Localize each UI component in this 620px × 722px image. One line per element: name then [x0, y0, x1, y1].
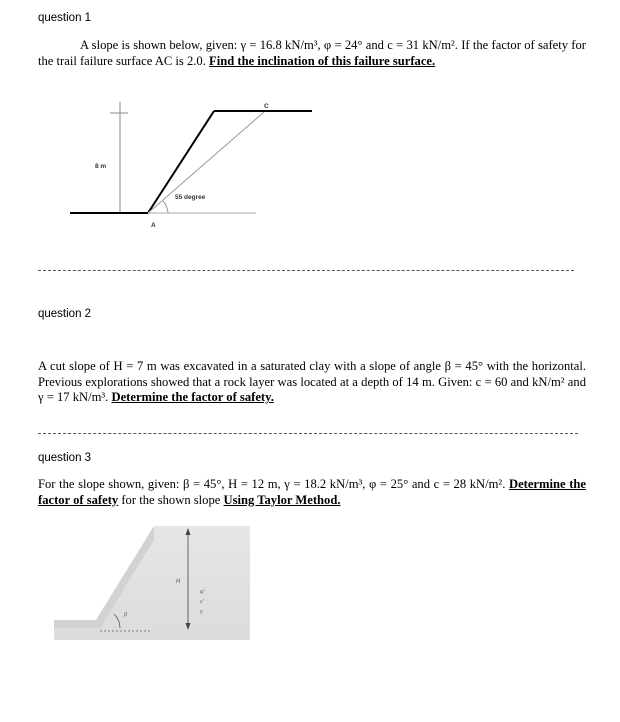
question-2-label: question 2 [38, 308, 92, 320]
beta-label: β [124, 612, 128, 618]
point-a-label: A [151, 222, 156, 229]
phi-label: φ' [200, 589, 205, 595]
gamma-label: γ [200, 609, 203, 615]
c-label: c' [200, 599, 204, 605]
question-3-task-b: Using Taylor Method. [223, 492, 341, 507]
question-3-task-a: Determine the factor of safety [38, 477, 587, 507]
point-c-label: C [264, 103, 269, 110]
h-label: H [176, 579, 181, 585]
question-2-text: A cut slope of H = 7 m was excavated in a saturated clay with a slope of angle β = 45° with the horizontal. Previous explorations showed that a rock layer was located at a depth of 14 m. Given: c = 60 and kN/m² and γ = 17 kN/m³. Determine the factor of safety. [38, 359, 586, 405]
question-1-label: question 1 [38, 12, 92, 24]
height-label: 8 m [95, 163, 107, 170]
angle-label: 55 degree [175, 194, 206, 201]
question-1-text: A slope is shown below, given: γ = 16.8 kN/m³, φ = 24° and c = 31 kN/m². If the factor of safety for the trail failure surface AC is 2.0. Find the inclination of this failure surface. [38, 38, 586, 68]
question-3-label: question 3 [38, 452, 92, 464]
question-1-task: Find the inclination of this failure surface. [209, 53, 436, 68]
question-2-task: Determine the factor of safety. [111, 390, 274, 405]
question-3-text: For the slope shown, given: β = 45°, H = 12 m, γ = 18.2 kN/m³, φ = 25° and c = 28 kN/m². Determine the factor of safety for the shown slope Using Taylor Method. [38, 477, 587, 507]
